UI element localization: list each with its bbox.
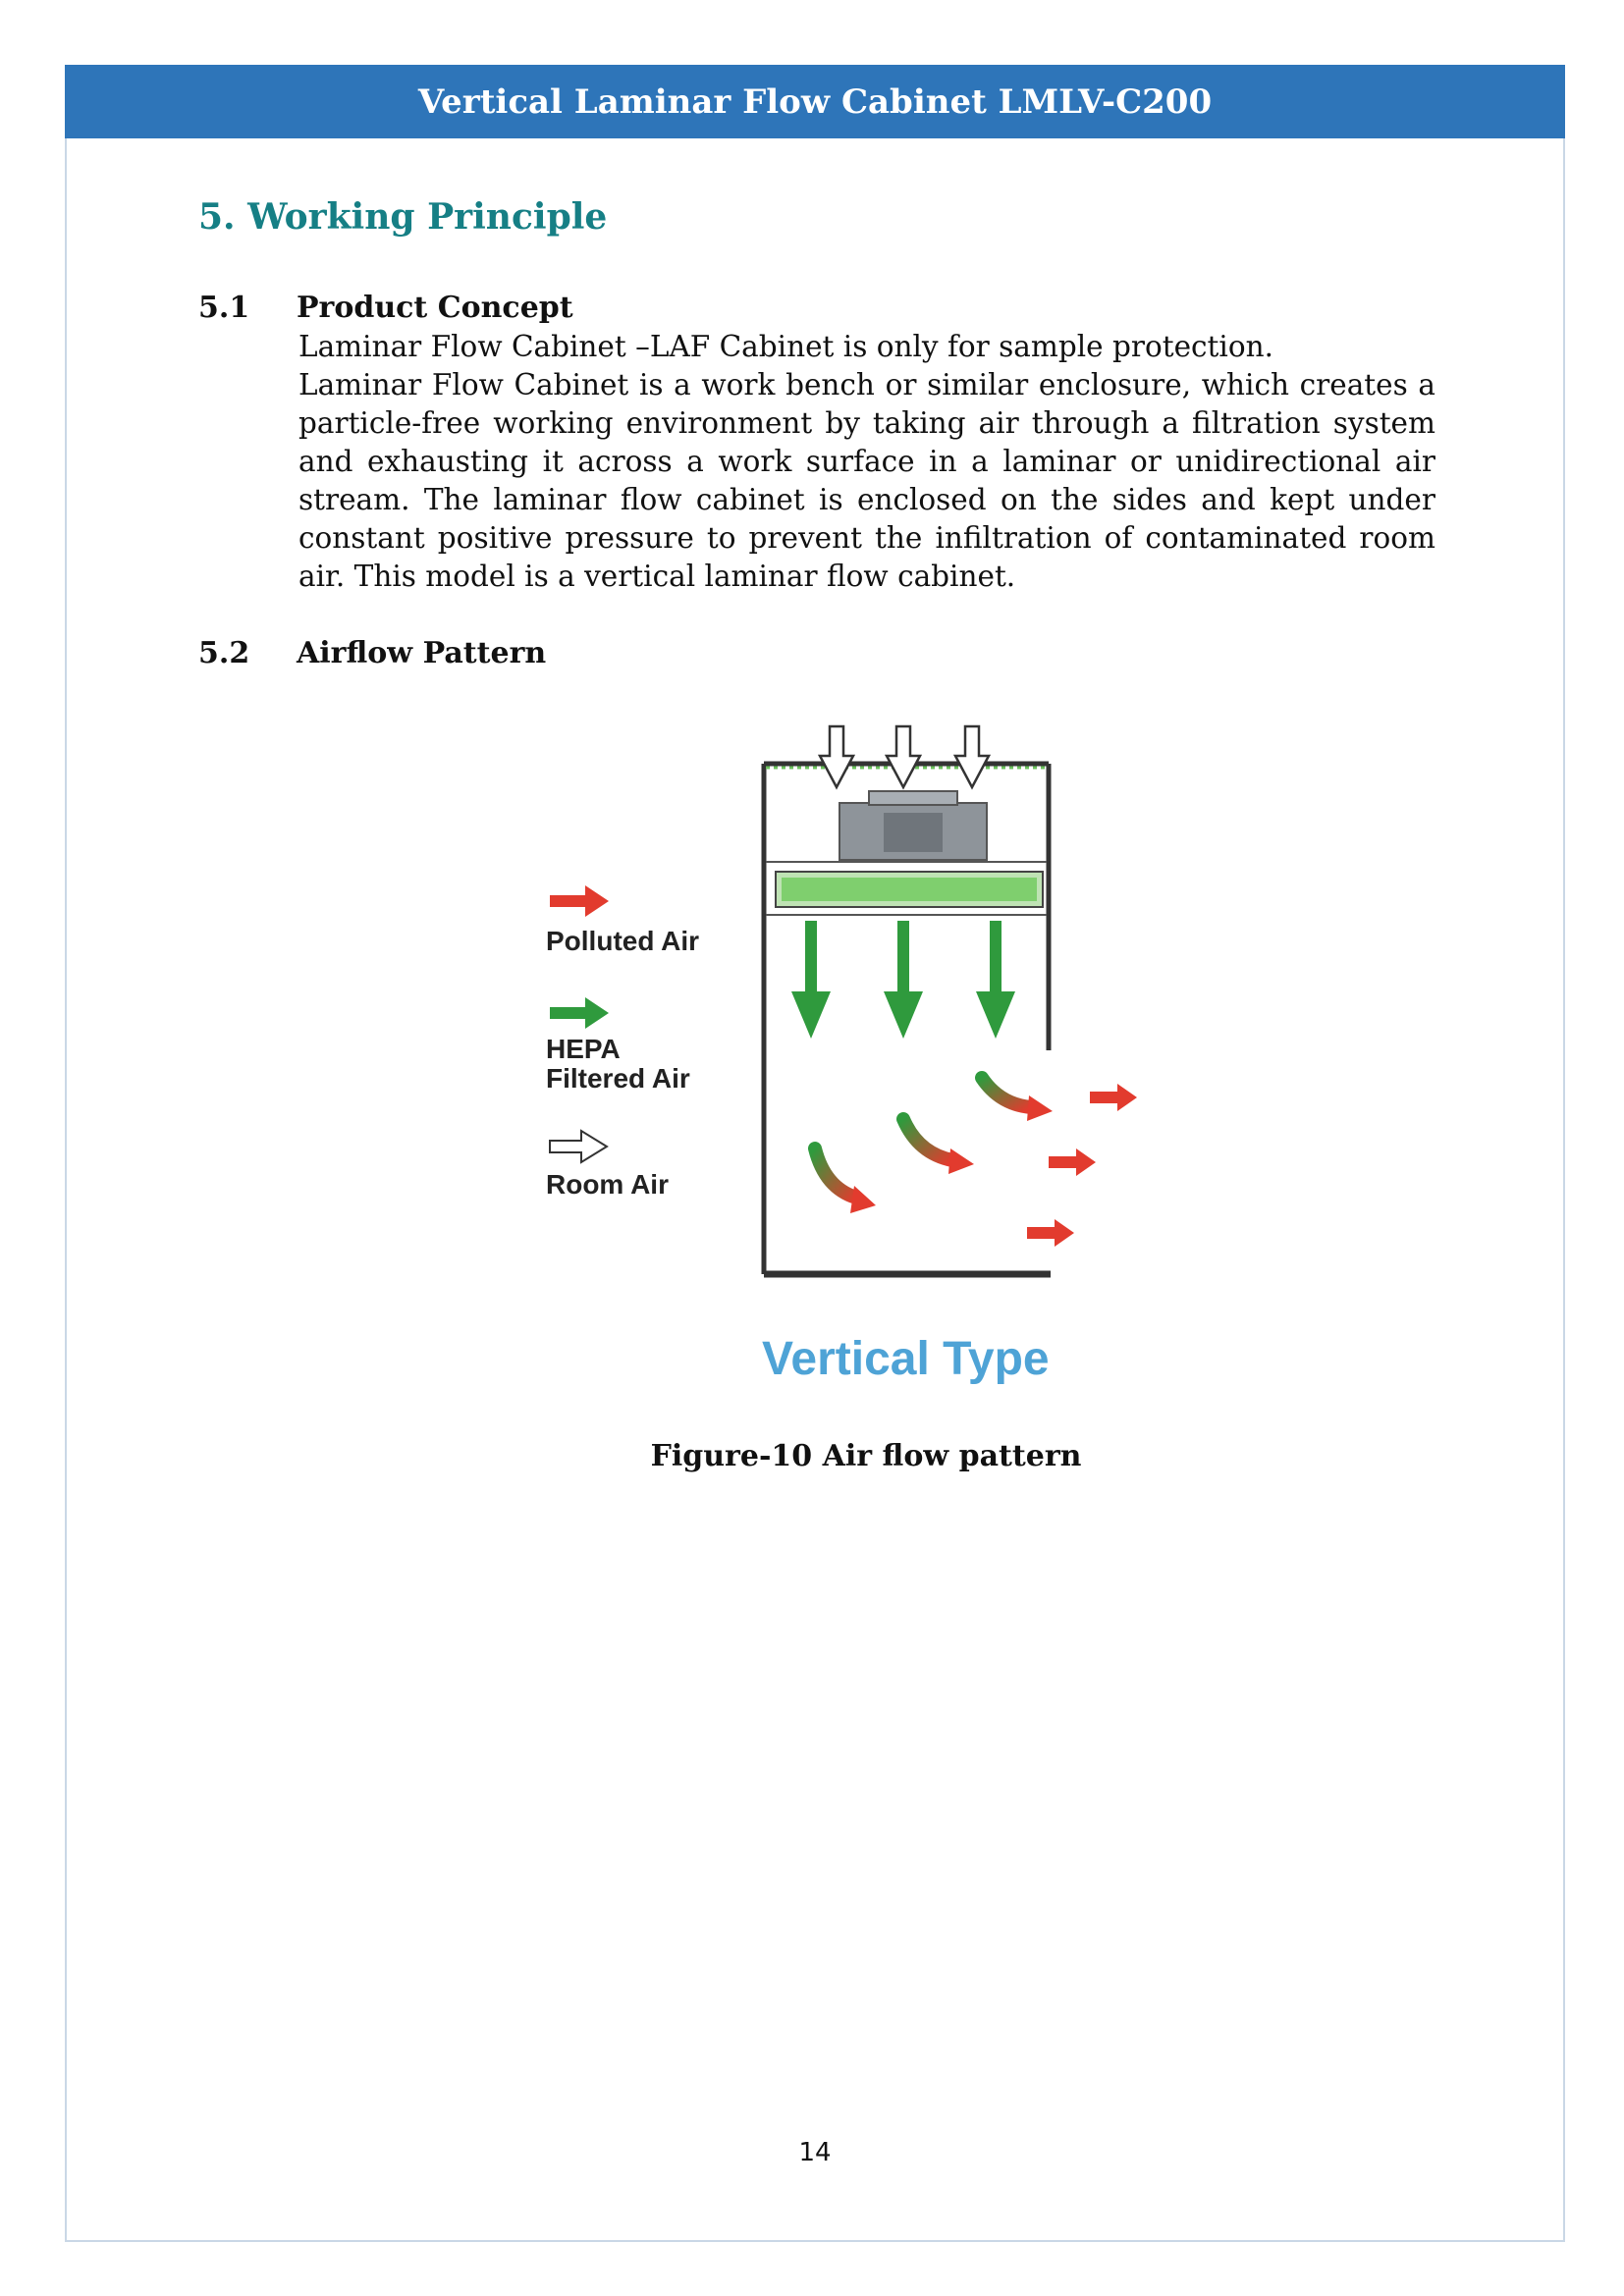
legend [546, 885, 699, 1200]
curved-flow-arrows [815, 1078, 1031, 1198]
page-number: 14 [798, 2138, 832, 2167]
figure-caption: Figure-10 Air flow pattern [650, 1439, 1082, 1473]
vertical-type-label: Vertical Type [762, 1333, 1050, 1385]
subsection-title-airflow-pattern: Airflow Pattern [297, 636, 547, 670]
section-title: 5. Working Principle [198, 196, 608, 238]
hepa-air-legend-icon [550, 997, 609, 1029]
fan-blower-icon [839, 791, 987, 860]
subsection-title-product-concept: Product Concept [297, 291, 573, 325]
subsection-number-5-1: 5.1 [198, 291, 250, 325]
polluted-air-legend-icon [550, 885, 609, 917]
subsection-number-5-2: 5.2 [198, 636, 250, 670]
paragraph-intro: Laminar Flow Cabinet –LAF Cabinet is only for sample protection. [298, 330, 1273, 363]
curved-arrow-heads [850, 1095, 1053, 1213]
room-air-legend-icon [550, 1131, 607, 1162]
paragraph-description: Laminar Flow Cabinet is a work bench or similar enclosure, which creates a particle-free working environment by taking air through a filtration system and exhausting it across a work surface in a laminar or unidirectional air stream. The laminar flow cabinet is enclosed on the sides and kept under constant positive pressure to prevent the infiltration of contaminated room air. This model is a vertical laminar flow cabinet. [298, 368, 1435, 593]
legend-polluted-air: Polluted Air [546, 926, 700, 956]
legend-filtered-air: Filtered Air [546, 1063, 690, 1094]
legend-hepa: HEPA [546, 1034, 621, 1064]
legend-room-air: Room Air [546, 1169, 669, 1200]
hepa-downflow-arrows [791, 921, 1015, 1039]
airflow-diagram [530, 707, 1218, 1414]
room-air-intake-icon [820, 726, 989, 787]
hepa-filter-icon [776, 872, 1043, 907]
document-header: Vertical Laminar Flow Cabinet LMLV-C200 [65, 65, 1565, 138]
